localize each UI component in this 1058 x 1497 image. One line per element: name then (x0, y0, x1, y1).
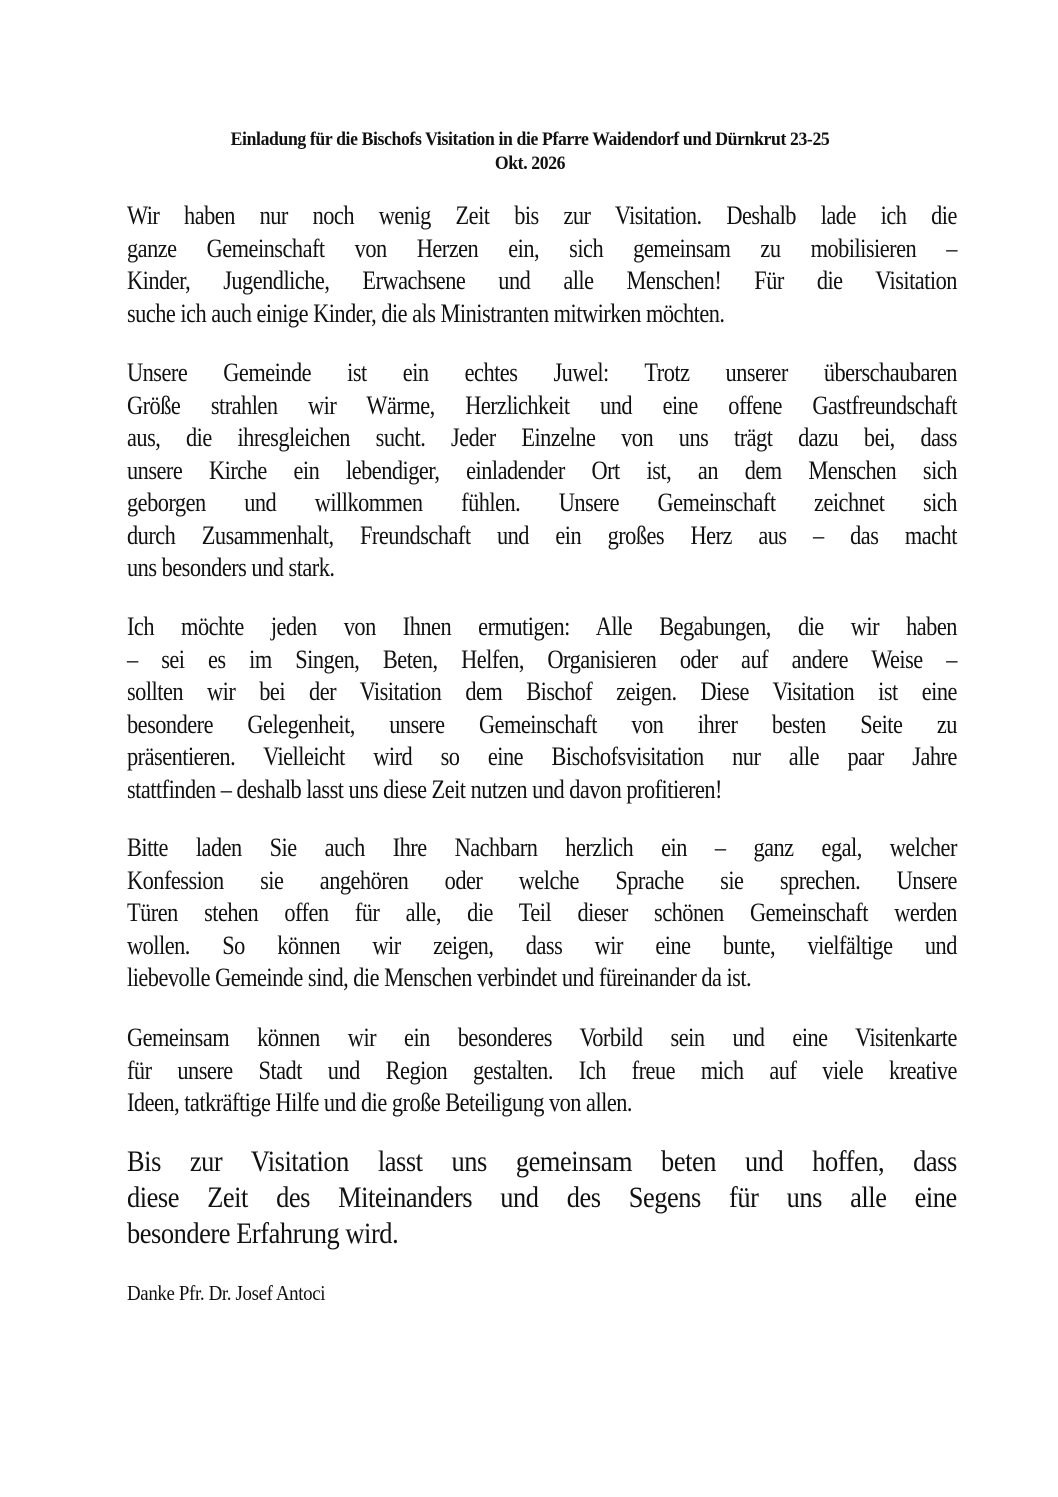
text-line: Größe strahlen wir Wärme, Herzlichkeit und eine offene Gastfreundschaft (127, 390, 957, 420)
text-line: uns besonders und stark. (127, 553, 335, 582)
title-line: Okt. 2026 (494, 153, 566, 174)
text-line: durch Zusammenhalt, Freundschaft und ein großes Herz aus – das macht (127, 520, 957, 550)
text-line: Kinder, Jugendliche, Erwachsene und alle Menschen! Für die Visitation (127, 266, 957, 295)
text-line: besondere Erfahrung wird. (127, 1217, 399, 1250)
text-line: Unsere Gemeinde ist ein echtes Juwel: Trotz unserer überschaubaren (127, 358, 957, 387)
paragraph-community (127, 357, 957, 585)
text-line: Ideen, tatkräftige Hilfe und die große Beteiligung von allen. (127, 1088, 632, 1117)
text-line: geborgen und willkommen fühlen. Unsere Gemeinschaft zeichnet sich (127, 488, 957, 517)
paragraph-neighbors (127, 832, 957, 995)
text-line: Türen stehen offen für alle, die Teil dieser schönen Gemeinschaft werden (127, 898, 957, 927)
document-title (149, 128, 912, 176)
text-line: präsentieren. Vielleicht wird so eine Bischofsvisitation nur alle paar Jahre (127, 742, 957, 771)
text-line: unsere Kirche ein lebendiger, einladender Ort ist, an dem Menschen sich (127, 455, 957, 485)
text-line: Ich möchte jeden von Ihnen ermutigen: Alle Begabungen, die wir haben (127, 612, 957, 641)
text-line: liebevolle Gemeinde sind, die Menschen verbindet und füreinander da ist. (127, 963, 752, 992)
text-line: Konfession sie angehören oder welche Sprache sie sprechen. Unsere (127, 865, 957, 895)
title-line: Einladung für die Bischofs Visitation in die Pfarre Waidendorf und Dürnkrut 23-25 (230, 129, 830, 150)
text-line: Bitte laden Sie auch Ihre Nachbarn herzlich ein – ganz egal, welcher (127, 833, 957, 862)
paragraph-invitation (127, 200, 957, 330)
signature: Danke Pfr. Dr. Josef Antoci (127, 1281, 326, 1305)
paragraph-role-model (127, 1022, 957, 1120)
text-line: besondere Gelegenheit, unsere Gemeinschaft von ihrer besten Seite zu (127, 709, 957, 739)
text-line: aus, die ihresgleichen sucht. Jeder Einzelne von uns trägt dazu bei, dass (127, 423, 957, 452)
text-line: Bis zur Visitation lasst uns gemeinsam beten und hoffen, dass (127, 1145, 957, 1178)
text-line: suche ich auch einige Kinder, die als Ministranten mitwirken möchten. (127, 298, 725, 328)
text-line: ganze Gemeinschaft von Herzen ein, sich gemeinsam zu mobilisieren – (127, 233, 957, 263)
text-line: stattfinden – deshalb lasst uns diese Zeit nutzen und davon profitieren! (127, 774, 722, 804)
paragraph-encouragement (127, 611, 957, 806)
text-line: für unsere Stadt und Region gestalten. Ich freue mich auf viele kreative (127, 1055, 957, 1085)
text-line: Gemeinsam können wir ein besonderes Vorbild sein und eine Visitenkarte (127, 1023, 957, 1052)
text-line: sollten wir bei der Visitation dem Bischof zeigen. Diese Visitation ist eine (127, 677, 957, 706)
text-line: diese Zeit des Miteinanders und des Segens für uns alle eine (127, 1181, 957, 1214)
text-line: – sei es im Singen, Beten, Helfen, Organisieren oder auf andere Weise – (127, 644, 957, 674)
text-line: Wir haben nur noch wenig Zeit bis zur Visitation. Deshalb lade ich die (127, 201, 957, 230)
paragraph-prayer (127, 1144, 957, 1252)
text-line: wollen. So können wir zeigen, dass wir eine bunte, vielfältige und (127, 930, 957, 960)
